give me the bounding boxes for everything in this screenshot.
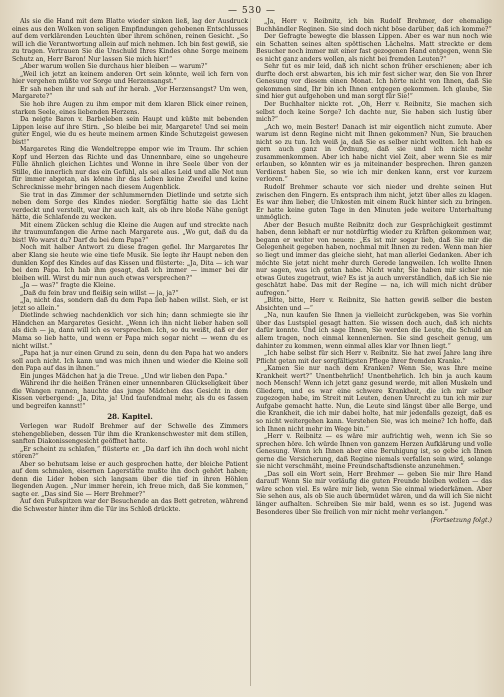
paragraph: Er sah neben ihr und sah auf ihr herab. „Vor Herzensangst? Um wen, Margarete?“ <box>12 85 248 101</box>
paragraph: Der Buchhalter nickte rot. „Oh, Herr v. Reibnitz, Sie machen sich selbst doch keine Sorge? Ich dachte nur, Sie haben sich lustig über mich?“ <box>256 101 492 124</box>
continuation-note: (Fortsetzung folgt.) <box>430 517 492 525</box>
paragraph: Verlegen war Rudolf Brehmer auf der Schwelle des Zimmers stehengeblieben, dessen Tür ihm die Krankenschwester mit dem stillen, sanften Diakonissengesicht geöffnet hatte. <box>12 422 248 446</box>
paragraph: „Herr v. Reibnitz — es wäre mir aufrichtig weh, wenn ich Sie so sprechen höre. Ich würde Ihnen von ganzem Herzen Aufklärung und volle Genesung. Wenn ich Ihnen aber eine Beruhigung ist, so gebe ich Ihnen gerne die Versicherung, daß Regine niemals verfallen sein wird, solange sie nicht verschmäht, meine Freundschaftsdienste anzunehmen.“ <box>256 433 492 471</box>
paragraph: Mit einem Zücken schlug die Kleine die Augen auf und streckte nach ihr traumumfangen die Arme nach Margarete aus. „Wo gut, daß du da bist! Wo warst du? Darf du bei dem Papa?“ <box>12 221 248 244</box>
paragraph: Sie hob ihre Augen zu ihm empor mit dem klaren Blick einer reinen, starken Seele, eines liebenden Herzens. <box>12 101 248 116</box>
paragraph: „Ich habe selbst für sich Herr v. Reibnitz. Sie hat zwei Jahre lang ihre Pflicht getan mit der sorgfältigsten Pflege ihrer fremden Kranke.“ <box>256 350 492 365</box>
paragraph: „Bitte, bitte, Herr v. Reibnitz, Sie hatten gewiß selber die besten Absichten und —“ <box>256 297 492 312</box>
paragraph: Aber der Besuch mußte Reibnitz doch zur Gesprächigkeit gestimmt haben, denn lebhaft er nur notdürftig wieder zu Kräften gekommen war, begann er weiter von neuem: „Es ist mir sogar lieb, daß Sie mir die Gelegenheit gegeben haben, nochmal mit Ihnen zu reden. Wenn man hier so liegt und immer das gleiche sieht, hat man allerlei Gedanken. Aber ich möchte Sie jetzt nicht mehr durch Gerede langweilen. Ich wollte Ihnen nur sagen, was ich getan habe. Nicht wahr, Sie haben mir sicher nie etwas Gutes zugetraut, wie? Es ist ja auch unverständlich, daß ich Sie nie geschätzt habe. Das mit der Regine — na, ich will mich nicht drüber aufregen.“ <box>256 221 492 297</box>
paragraph: „Er scheint zu schlafen,“ flüsterte er. „Da darf ich ihn doch wohl nicht stören?“ <box>12 445 248 461</box>
paragraph: Dietlinde schwieg nachdenklich vor sich hin; dann schmiegte sie ihr Händchen an Margaretes Gesicht. „Wenn ich ihn nicht lieber haben soll als dich — ja, dann will ich es versprechen. Ich, so du weißt, daß er der Mama so lieb hatte, und wenn er Papa mich sogar nicht — wenn du es nicht willst.“ <box>12 312 248 350</box>
paragraph: „Aber warum wollen Sie durchaus hier bleiben — warum?“ <box>20 63 208 71</box>
left-paragraphs <box>12 18 248 410</box>
paragraph: Ein junges Mädchen hat ja die Treue. „Und wir lieben den Papa.“ <box>20 372 228 380</box>
column-divider <box>250 18 251 686</box>
page-number: — 530 — <box>228 6 276 16</box>
paragraph: Als sie die Hand mit dem Blatte wieder sinken ließ, lag der Ausdruck eines aus den Wolken von seligen Empfindungen gehobenen Entschlusses auf dem verklärenden Leuchten über ihrem schönen, reinen Gesicht. „So will ich die Verantwortung allein auf mich nehmen. Ich bin fest gewiß, sie zu tragen. Vertrauen Sie die Unschuld Ihres Kindes ohne Sorge meinem Schutz an, Herr Baron! Nur lassen Sie mich hier!“ <box>12 18 248 63</box>
paragraph: „Das soll ein Wort sein, Herr Brehmer — geben Sie mir Ihre Hand darauf! Wenn Sie mir vorläufig die guten Freunde bleiben wollen — das wäre schon viel. Es wäre mir lieb, wenn Sie einmal wiederkämen. Aber Sie sehen aus, als ob Sie auch übermüdet wären, und da will ich Sie nicht länger aufhalten. Schreiben Sie mir bald, wenn es so ist. Jugend was Besonderes über Sie freilich von mir nicht mehr verlangen.“ <box>256 470 492 516</box>
left-paragraphs-after-chapter <box>12 423 248 514</box>
right-column <box>256 18 492 686</box>
paragraph: Margaretes Ring die Wendeltreppe empor wie im Traum. Ihr schien Kopf und Herzen das Richte und das Unnennbare, eine so ungeheure Fülle ähnlich gleichen Lichtes und Wonne in ihre Seele über von der Stille, die innerlich nur das ein Gefühl, als sei alles Leid und alle Not nun für immer abgetan, als könne ihr das Leben keine Zweifel und keine Schrecknisse mehr bringen nach diesem Augenblick. <box>12 146 248 192</box>
paragraph: „Papa hat ja nur einen Grund zu sein, denn du den Papa hat wo anders soll auch nicht. Ich kann und was mich ihnen und wieder die Kleine soll den Papa auf das in ihnen.“ <box>12 350 248 373</box>
paragraph: Da neigte Baron v. Barbeleben sein Haupt und küßte mit bebenden Lippen leise auf ihre Stirn. „So bleibe bei mir, Margarete! Und sei mein guter Engel, wie du es heute meinem armen Kinde Schutzgeist gewesen bist!“ <box>12 116 248 146</box>
paragraph: „Ach wo, mein Bester! Danach ist mir eigentlich nicht zumute. Aber warum ist denn Regine nicht mit Ihnen gekommen? Nun, Sie brauchen nicht so zu tun. Ich weiß ja, daß Sie es selber nicht wollten. Ich hab es gern auch ganz in Ordnung, daß sie und ich nicht mehr zusammenkommen. Aber ich habe nicht viel Zeit, aber wenn Sie es mir erlauben, so könnten wir es ja miteinander besprechen. Ihren ganzen Verdienst haben Sie, so wie ich mir denken kann, erst vor kurzem verloren.“ <box>256 123 492 184</box>
paragraph: Rudolf Brehmer schaute vor sich nieder und drehte seinen Hut zwischen den Fingern. Es entsprach ihm nicht, jetzt über alles zu klagen. Es war ihm lieber, die Unkosten mit einem Ruck hinter sich zu bringen. Er hatte keine guten Tage in den Minuten jede weitere Unterhaltung unmöglich. <box>256 184 492 222</box>
paragraph: Aber so behutsam leise er auch gesprochen hatte, der bleiche Patient auf dem schmalen, eisernen Lagerstätte mußte ihn doch gehört haben; denn die Lider hoben sich langsam über die tief in ihren Höhlen liegenden Augen. „Nur immer herein, ich freue mich, daß Sie kommen,“ sagte er. „Das sind Sie — Herr Brehmer?“ <box>12 460 248 498</box>
paragraph: „Ja — was?“ fragte die Kleine. <box>20 282 116 290</box>
paragraph: Sehr tut es mir leid, daß ich nicht schon früher erschienen; aber ich durfte doch erst abwarten, bis ich mir fest sicher war, den Sie von Ihrer Genesung vor diesem einen Monat. Ich hörte nicht von Ihnen, daß Sie gekommen sind, Ihr bin ich Ihnen entgegen gekommen. Ich glaube, Sie sind hier gut aufgehoben und man sorgt für Sie!“ <box>256 63 492 101</box>
paragraph: „Ja, Herr v. Reibnitz, ich bin Rudolf Brehmer, der ehemalige Buchhändler Reginen. Sie sind doch nicht böse darüber, daß ich komme?“ <box>256 18 492 33</box>
paragraph: Während ihr die heißen Tränen einer unnennbaren Glückseligkeit über die Wangen rannen, hauchte das junge Mädchen das Gesicht in dem Kissen verbergend: „Ja, Dita, ja! Und taufendmal mehr, als du es fassen und begreifen kannst!“ <box>12 380 248 410</box>
right-paragraphs <box>256 18 492 516</box>
paragraph: Der Gefragte bewegte die blassen Lippen. Aber es war nun noch wie ein Schatten seines alten spöttischen Lächelns. Matt streckte er dem Besucher noch immer mit einer fast gezogenen Hand entgegen, wenn Sie es nicht ganz anders wollen, als nicht bei fremden Leuten?“ <box>256 33 492 63</box>
paragraph: „Na, nun kaufen Sie Ihnen ja vielleicht zurückgeben, was Sie vorhin über das Lustspiel gesagt hatten. Sie wissen doch auch, daß ich nichts dafür konnte. Und ich sage Ihnen, Sie werden die Leute, die Schuld an allem tragen, noch einmal kennenlernen. Sie sind gescheit genug, um dahinter zu kommen, wenn einmal alles klar vor Ihnen liegt.“ <box>256 312 492 350</box>
paragraph: Noch mit halber Antwort zu diese fragen gefiel. Ihr Margaretes Ihr aber Klang sie heute wie eine tiefe Musik. Sie legte ihr Haupt neben den dunklen Kopf des Kindes auf das Kissen und flüsterte: „Ja, Dita — ich war bei dem Papa. Ich hab ihm gesagt, daß ich immer — immer bei dir bleiben will. Wirst du mir nun auch etwas versprechen?“ <box>12 244 248 282</box>
chapter-heading: 28. Kapitel. <box>107 412 153 422</box>
paragraph: „Weil ich jetzt an keinem anderen Ort sein könnte, weil ich fern von hier vergehen müßte vor Sorge und Herzensangst.“ <box>12 70 248 86</box>
paragraph: „Daß du fein brav und fleißig sein willst — ja, ja?“ <box>20 289 179 297</box>
paragraph: „Kamen Sie nur nach dem Kranken? Wenn Sie, was Ihre meine Krankheit wert?“ Unentbehrlich! Unentbehrlich. Ich bin ja auch kaum noch Mensch! Wenn ich jetzt ganz gesund werde, mit allen Muskeln und Gliedern, und es war eine schwere Krankheit, die ich mir selber zugezogen habe, im Streit mit Leuten, denen Unrecht zu tun ich mir zur Aufgabe gemacht hatte. Nun, die Leute sind längst über alle Berge, und die Krankheit, die ich mir dabei holte, hat mir jedenfalls gezeigt, daß es so nicht weitergehen kann. Verstehen Sie, was ich meine? Ich hoffe, daß ich Ihnen nicht mehr im Wege bin.“ <box>256 365 492 433</box>
paragraph: „Ja, nicht das, sondern daß du dem Papa lieb haben willst. Sieh, er ist jetzt so allein.“ <box>12 297 248 312</box>
paragraph: Sie trat in das Zimmer der schlummernden Dietlinde und setzte sich neben dem Sorge des Kindes nieder. Sorgfältig hatte sie das Licht verdeckt und verstellt, war ihr auch kalt, als ob ihre bloße Nähe genügt hätte, die Schlafende zu wecken. <box>12 191 248 222</box>
left-column <box>12 18 248 686</box>
paragraph: Auf den Fußspitzen war der Besuchende an das Bett getreten, während die Schwester hinter ihm die Tür ins Schloß drückte. <box>12 498 248 513</box>
